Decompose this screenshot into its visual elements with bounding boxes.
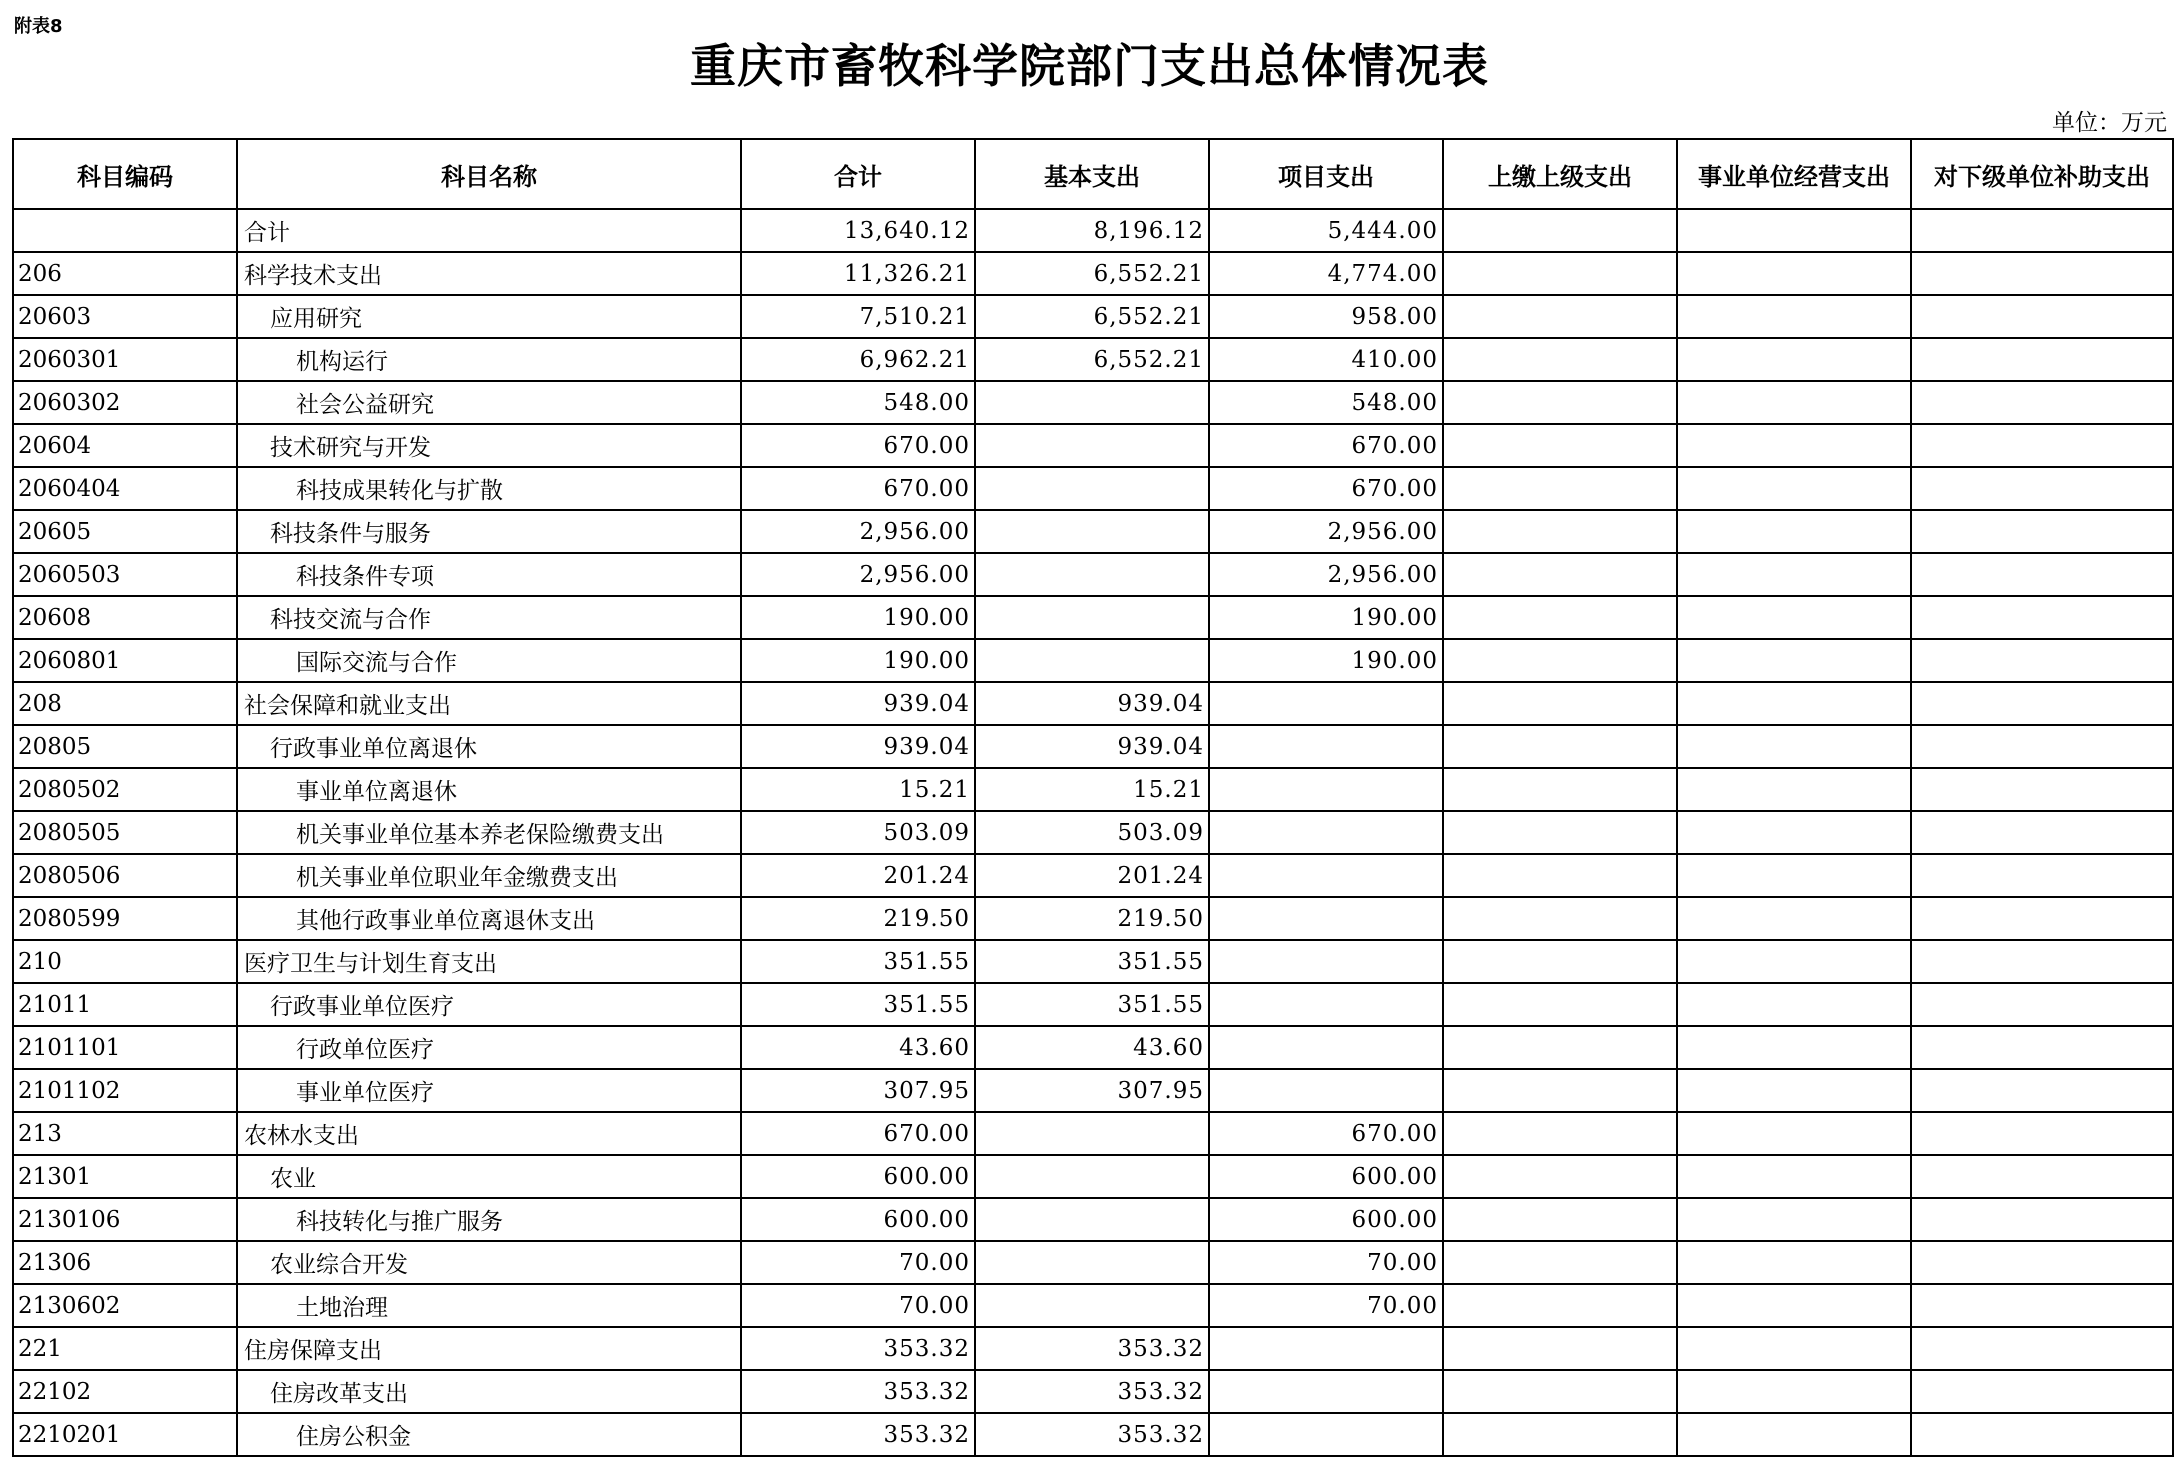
cell-basic: 15.21 xyxy=(975,768,1209,811)
cell-code: 2060404 xyxy=(13,467,237,510)
cell-subsidy xyxy=(1911,1198,2173,1241)
table-row xyxy=(13,252,2173,295)
cell-name: 行政事业单位医疗 xyxy=(237,983,741,1026)
cell-subsidy xyxy=(1911,983,2173,1026)
cell-name: 机关事业单位职业年金缴费支出 xyxy=(237,854,741,897)
cell-basic xyxy=(975,1284,1209,1327)
cell-total: 6,962.21 xyxy=(741,338,975,381)
cell-name: 农业 xyxy=(237,1155,741,1198)
cell-upper xyxy=(1443,381,1677,424)
cell-business xyxy=(1677,1112,1911,1155)
cell-upper xyxy=(1443,553,1677,596)
cell-basic: 8,196.12 xyxy=(975,209,1209,252)
cell-code: 22102 xyxy=(13,1370,237,1413)
cell-basic: 43.60 xyxy=(975,1026,1209,1069)
cell-business xyxy=(1677,725,1911,768)
cell-basic: 6,552.21 xyxy=(975,295,1209,338)
cell-name: 农业综合开发 xyxy=(237,1241,741,1284)
cell-name: 合计 xyxy=(237,209,741,252)
cell-total: 939.04 xyxy=(741,725,975,768)
cell-basic: 503.09 xyxy=(975,811,1209,854)
cell-subsidy xyxy=(1911,768,2173,811)
cell-name: 科学技术支出 xyxy=(237,252,741,295)
cell-upper xyxy=(1443,1241,1677,1284)
cell-code: 2060302 xyxy=(13,381,237,424)
cell-code: 21301 xyxy=(13,1155,237,1198)
cell-total: 670.00 xyxy=(741,467,975,510)
cell-basic: 353.32 xyxy=(975,1370,1209,1413)
cell-upper xyxy=(1443,725,1677,768)
cell-project xyxy=(1209,1069,1443,1112)
table-row xyxy=(13,338,2173,381)
cell-subsidy xyxy=(1911,1413,2173,1456)
cell-code: 2080599 xyxy=(13,897,237,940)
cell-project: 958.00 xyxy=(1209,295,1443,338)
cell-business xyxy=(1677,596,1911,639)
cell-upper xyxy=(1443,424,1677,467)
cell-upper xyxy=(1443,811,1677,854)
cell-code: 20608 xyxy=(13,596,237,639)
cell-total: 353.32 xyxy=(741,1370,975,1413)
table-row xyxy=(13,1370,2173,1413)
cell-upper xyxy=(1443,983,1677,1026)
cell-total: 670.00 xyxy=(741,424,975,467)
cell-business xyxy=(1677,897,1911,940)
cell-basic xyxy=(975,424,1209,467)
cell-total: 15.21 xyxy=(741,768,975,811)
cell-total: 600.00 xyxy=(741,1198,975,1241)
cell-name: 医疗卫生与计划生育支出 xyxy=(237,940,741,983)
table-row xyxy=(13,1241,2173,1284)
cell-total: 351.55 xyxy=(741,983,975,1026)
cell-project xyxy=(1209,811,1443,854)
cell-project: 670.00 xyxy=(1209,467,1443,510)
cell-business xyxy=(1677,381,1911,424)
cell-basic xyxy=(975,1112,1209,1155)
cell-total: 219.50 xyxy=(741,897,975,940)
cell-name: 其他行政事业单位离退休支出 xyxy=(237,897,741,940)
unit-label: 单位：万元 xyxy=(2052,110,2167,136)
appendix-label: 附表8 xyxy=(14,16,63,37)
cell-total: 70.00 xyxy=(741,1241,975,1284)
cell-total: 70.00 xyxy=(741,1284,975,1327)
cell-subsidy xyxy=(1911,1284,2173,1327)
cell-total: 43.60 xyxy=(741,1026,975,1069)
cell-total: 2,956.00 xyxy=(741,510,975,553)
cell-business xyxy=(1677,553,1911,596)
cell-name: 技术研究与开发 xyxy=(237,424,741,467)
cell-subsidy xyxy=(1911,682,2173,725)
cell-total: 11,326.21 xyxy=(741,252,975,295)
table-row xyxy=(13,768,2173,811)
cell-upper xyxy=(1443,1413,1677,1456)
expenditure-table-wrapper xyxy=(12,138,2172,1457)
column-header-upper: 上缴上级支出 xyxy=(1443,139,1677,209)
cell-name: 机构运行 xyxy=(237,338,741,381)
cell-code: 2101101 xyxy=(13,1026,237,1069)
cell-subsidy xyxy=(1911,596,2173,639)
cell-name: 科技条件与服务 xyxy=(237,510,741,553)
cell-project: 2,956.00 xyxy=(1209,510,1443,553)
cell-project xyxy=(1209,725,1443,768)
table-row xyxy=(13,381,2173,424)
cell-subsidy xyxy=(1911,510,2173,553)
cell-name: 事业单位离退休 xyxy=(237,768,741,811)
cell-business xyxy=(1677,1370,1911,1413)
cell-subsidy xyxy=(1911,252,2173,295)
cell-upper xyxy=(1443,1198,1677,1241)
cell-code: 21011 xyxy=(13,983,237,1026)
cell-code: 2080505 xyxy=(13,811,237,854)
table-row xyxy=(13,1026,2173,1069)
cell-subsidy xyxy=(1911,811,2173,854)
column-header-subsidy: 对下级单位补助支出 xyxy=(1911,139,2173,209)
cell-business xyxy=(1677,1413,1911,1456)
column-header-business: 事业单位经营支出 xyxy=(1677,139,1911,209)
cell-code: 20604 xyxy=(13,424,237,467)
column-header-total: 合计 xyxy=(741,139,975,209)
cell-project: 670.00 xyxy=(1209,1112,1443,1155)
cell-name: 科技交流与合作 xyxy=(237,596,741,639)
cell-subsidy xyxy=(1911,295,2173,338)
table-row xyxy=(13,295,2173,338)
cell-name: 事业单位医疗 xyxy=(237,1069,741,1112)
cell-code: 208 xyxy=(13,682,237,725)
cell-code: 20605 xyxy=(13,510,237,553)
cell-basic: 353.32 xyxy=(975,1413,1209,1456)
cell-project xyxy=(1209,1370,1443,1413)
table-row xyxy=(13,725,2173,768)
cell-name: 科技转化与推广服务 xyxy=(237,1198,741,1241)
cell-name: 住房保障支出 xyxy=(237,1327,741,1370)
cell-name: 科技条件专项 xyxy=(237,553,741,596)
cell-upper xyxy=(1443,1327,1677,1370)
cell-total: 2,956.00 xyxy=(741,553,975,596)
cell-code: 2080502 xyxy=(13,768,237,811)
table-row xyxy=(13,510,2173,553)
cell-project xyxy=(1209,1026,1443,1069)
cell-business xyxy=(1677,854,1911,897)
cell-total: 939.04 xyxy=(741,682,975,725)
cell-name: 机关事业单位基本养老保险缴费支出 xyxy=(237,811,741,854)
cell-total: 503.09 xyxy=(741,811,975,854)
cell-total: 548.00 xyxy=(741,381,975,424)
cell-upper xyxy=(1443,1284,1677,1327)
cell-code: 21306 xyxy=(13,1241,237,1284)
cell-total: 670.00 xyxy=(741,1112,975,1155)
table-row xyxy=(13,854,2173,897)
table-row xyxy=(13,1155,2173,1198)
cell-total: 307.95 xyxy=(741,1069,975,1112)
cell-project xyxy=(1209,1413,1443,1456)
table-row xyxy=(13,553,2173,596)
cell-business xyxy=(1677,940,1911,983)
cell-basic: 939.04 xyxy=(975,725,1209,768)
cell-total: 190.00 xyxy=(741,596,975,639)
cell-name: 农林水支出 xyxy=(237,1112,741,1155)
cell-upper xyxy=(1443,596,1677,639)
cell-basic: 6,552.21 xyxy=(975,338,1209,381)
table-row xyxy=(13,1327,2173,1370)
cell-code xyxy=(13,209,237,252)
cell-upper xyxy=(1443,467,1677,510)
cell-code: 221 xyxy=(13,1327,237,1370)
cell-upper xyxy=(1443,209,1677,252)
cell-project: 600.00 xyxy=(1209,1198,1443,1241)
cell-name: 社会公益研究 xyxy=(237,381,741,424)
cell-basic xyxy=(975,510,1209,553)
cell-code: 2130106 xyxy=(13,1198,237,1241)
cell-project: 70.00 xyxy=(1209,1241,1443,1284)
table-row xyxy=(13,1413,2173,1456)
cell-basic: 6,552.21 xyxy=(975,252,1209,295)
cell-total: 600.00 xyxy=(741,1155,975,1198)
table-row xyxy=(13,811,2173,854)
cell-business xyxy=(1677,209,1911,252)
cell-subsidy xyxy=(1911,1370,2173,1413)
cell-upper xyxy=(1443,252,1677,295)
cell-upper xyxy=(1443,1112,1677,1155)
cell-subsidy xyxy=(1911,639,2173,682)
cell-project: 5,444.00 xyxy=(1209,209,1443,252)
table-row xyxy=(13,682,2173,725)
cell-basic: 351.55 xyxy=(975,940,1209,983)
cell-business xyxy=(1677,510,1911,553)
cell-total: 351.55 xyxy=(741,940,975,983)
cell-code: 213 xyxy=(13,1112,237,1155)
cell-total: 190.00 xyxy=(741,639,975,682)
cell-project xyxy=(1209,897,1443,940)
cell-business xyxy=(1677,1284,1911,1327)
cell-project: 548.00 xyxy=(1209,381,1443,424)
table-body xyxy=(13,209,2173,1456)
cell-project: 190.00 xyxy=(1209,639,1443,682)
cell-upper xyxy=(1443,1370,1677,1413)
cell-total: 201.24 xyxy=(741,854,975,897)
cell-code: 2210201 xyxy=(13,1413,237,1456)
cell-basic: 219.50 xyxy=(975,897,1209,940)
table-header-row xyxy=(13,139,2173,209)
cell-upper xyxy=(1443,1069,1677,1112)
cell-basic xyxy=(975,381,1209,424)
cell-project xyxy=(1209,854,1443,897)
cell-code: 2060301 xyxy=(13,338,237,381)
cell-business xyxy=(1677,424,1911,467)
table-row xyxy=(13,1198,2173,1241)
cell-basic: 307.95 xyxy=(975,1069,1209,1112)
cell-project xyxy=(1209,940,1443,983)
cell-basic xyxy=(975,639,1209,682)
cell-subsidy xyxy=(1911,467,2173,510)
cell-project: 410.00 xyxy=(1209,338,1443,381)
cell-code: 210 xyxy=(13,940,237,983)
page-title: 重庆市畜牧科学院部门支出总体情况表 xyxy=(690,39,1489,93)
cell-code: 2060503 xyxy=(13,553,237,596)
cell-business xyxy=(1677,1069,1911,1112)
cell-business xyxy=(1677,1026,1911,1069)
cell-subsidy xyxy=(1911,424,2173,467)
cell-basic xyxy=(975,1155,1209,1198)
cell-project: 670.00 xyxy=(1209,424,1443,467)
cell-business xyxy=(1677,1327,1911,1370)
cell-business xyxy=(1677,1155,1911,1198)
cell-upper xyxy=(1443,1155,1677,1198)
cell-basic xyxy=(975,596,1209,639)
table-row xyxy=(13,1112,2173,1155)
cell-name: 住房改革支出 xyxy=(237,1370,741,1413)
table-row xyxy=(13,596,2173,639)
cell-name: 社会保障和就业支出 xyxy=(237,682,741,725)
table-row xyxy=(13,424,2173,467)
cell-basic xyxy=(975,1198,1209,1241)
cell-subsidy xyxy=(1911,1155,2173,1198)
cell-upper xyxy=(1443,940,1677,983)
cell-basic xyxy=(975,1241,1209,1284)
cell-subsidy xyxy=(1911,897,2173,940)
cell-upper xyxy=(1443,295,1677,338)
cell-business xyxy=(1677,295,1911,338)
table-row xyxy=(13,897,2173,940)
cell-upper xyxy=(1443,510,1677,553)
cell-subsidy xyxy=(1911,1069,2173,1112)
expenditure-table xyxy=(12,138,2174,1457)
cell-subsidy xyxy=(1911,854,2173,897)
cell-subsidy xyxy=(1911,1112,2173,1155)
column-header-name: 科目名称 xyxy=(237,139,741,209)
cell-total: 353.32 xyxy=(741,1413,975,1456)
cell-project: 70.00 xyxy=(1209,1284,1443,1327)
cell-upper xyxy=(1443,338,1677,381)
cell-project xyxy=(1209,983,1443,1026)
cell-business xyxy=(1677,467,1911,510)
cell-subsidy xyxy=(1911,338,2173,381)
cell-code: 2060801 xyxy=(13,639,237,682)
cell-subsidy xyxy=(1911,725,2173,768)
cell-project xyxy=(1209,682,1443,725)
table-row xyxy=(13,983,2173,1026)
cell-basic: 351.55 xyxy=(975,983,1209,1026)
table-row xyxy=(13,467,2173,510)
cell-upper xyxy=(1443,854,1677,897)
cell-subsidy xyxy=(1911,1026,2173,1069)
cell-basic: 353.32 xyxy=(975,1327,1209,1370)
cell-project xyxy=(1209,768,1443,811)
cell-business xyxy=(1677,1241,1911,1284)
cell-subsidy xyxy=(1911,381,2173,424)
cell-basic xyxy=(975,467,1209,510)
cell-project: 2,956.00 xyxy=(1209,553,1443,596)
cell-upper xyxy=(1443,639,1677,682)
cell-name: 科技成果转化与扩散 xyxy=(237,467,741,510)
table-row xyxy=(13,639,2173,682)
cell-project xyxy=(1209,1327,1443,1370)
cell-name: 应用研究 xyxy=(237,295,741,338)
cell-name: 国际交流与合作 xyxy=(237,639,741,682)
cell-business xyxy=(1677,639,1911,682)
cell-business xyxy=(1677,983,1911,1026)
cell-total: 7,510.21 xyxy=(741,295,975,338)
cell-business xyxy=(1677,811,1911,854)
cell-code: 2080506 xyxy=(13,854,237,897)
table-row xyxy=(13,1284,2173,1327)
cell-code: 2130602 xyxy=(13,1284,237,1327)
cell-basic xyxy=(975,553,1209,596)
table-row xyxy=(13,209,2173,252)
cell-basic: 939.04 xyxy=(975,682,1209,725)
cell-code: 20603 xyxy=(13,295,237,338)
table-row xyxy=(13,940,2173,983)
cell-code: 20805 xyxy=(13,725,237,768)
cell-basic: 201.24 xyxy=(975,854,1209,897)
cell-project: 4,774.00 xyxy=(1209,252,1443,295)
cell-business xyxy=(1677,1198,1911,1241)
cell-total: 13,640.12 xyxy=(741,209,975,252)
cell-project: 190.00 xyxy=(1209,596,1443,639)
cell-name: 住房公积金 xyxy=(237,1413,741,1456)
cell-code: 2101102 xyxy=(13,1069,237,1112)
cell-total: 353.32 xyxy=(741,1327,975,1370)
cell-upper xyxy=(1443,682,1677,725)
cell-upper xyxy=(1443,1026,1677,1069)
cell-project: 600.00 xyxy=(1209,1155,1443,1198)
cell-business xyxy=(1677,338,1911,381)
cell-code: 206 xyxy=(13,252,237,295)
cell-subsidy xyxy=(1911,940,2173,983)
cell-subsidy xyxy=(1911,553,2173,596)
column-header-code: 科目编码 xyxy=(13,139,237,209)
cell-business xyxy=(1677,252,1911,295)
cell-name: 土地治理 xyxy=(237,1284,741,1327)
cell-subsidy xyxy=(1911,1241,2173,1284)
cell-name: 行政单位医疗 xyxy=(237,1026,741,1069)
cell-upper xyxy=(1443,768,1677,811)
cell-subsidy xyxy=(1911,209,2173,252)
column-header-basic: 基本支出 xyxy=(975,139,1209,209)
cell-business xyxy=(1677,768,1911,811)
cell-upper xyxy=(1443,897,1677,940)
table-row xyxy=(13,1069,2173,1112)
cell-name: 行政事业单位离退休 xyxy=(237,725,741,768)
cell-business xyxy=(1677,682,1911,725)
cell-subsidy xyxy=(1911,1327,2173,1370)
column-header-project: 项目支出 xyxy=(1209,139,1443,209)
